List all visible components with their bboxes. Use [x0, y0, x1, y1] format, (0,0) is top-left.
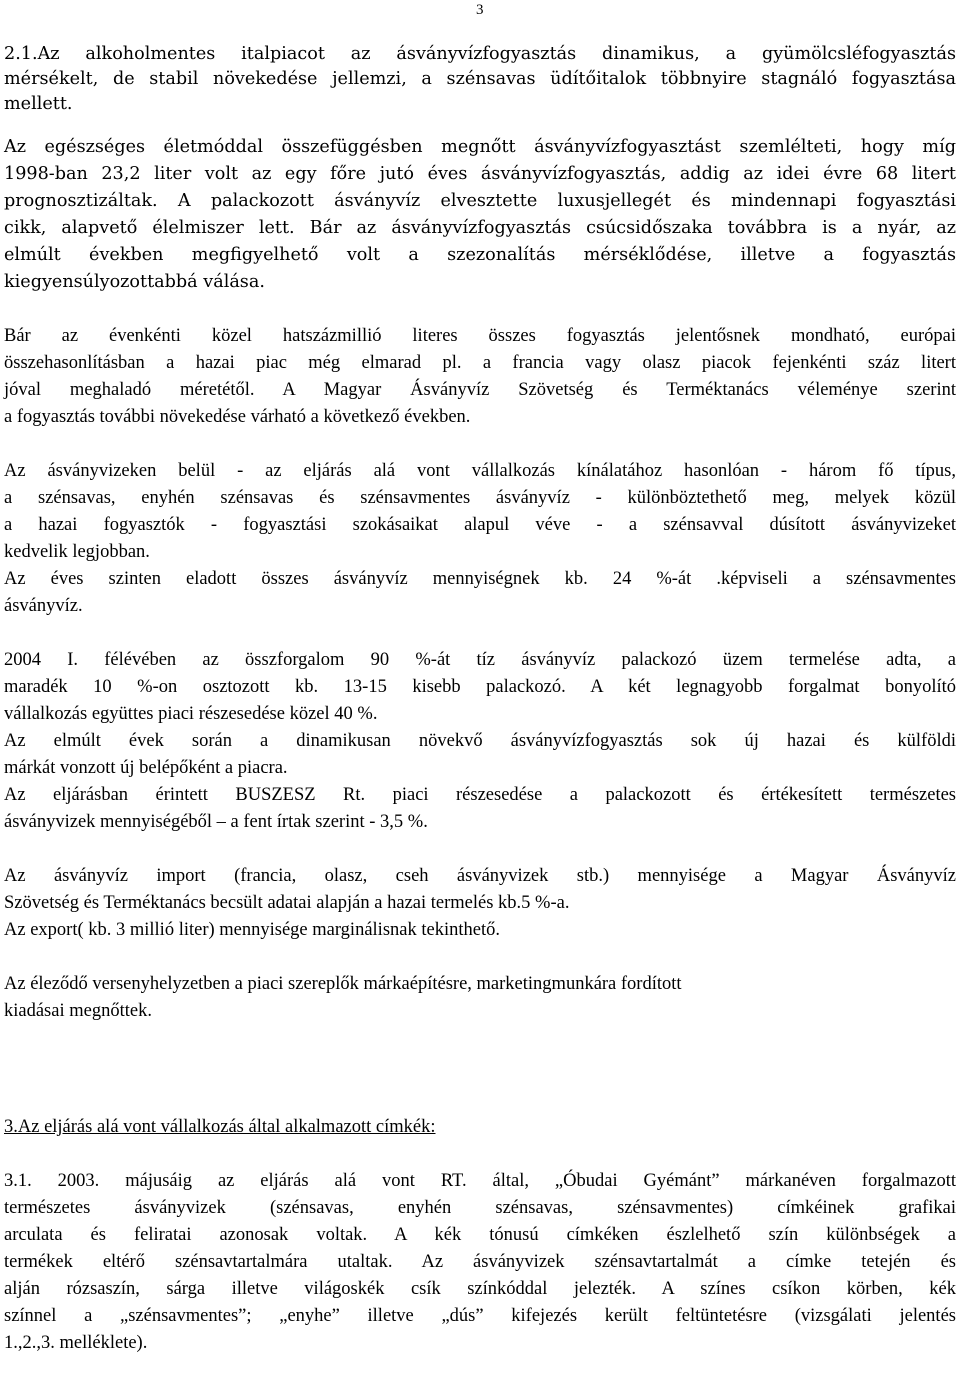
text-line: termékek eltérő szénsavtartalmára utaltak. Az ásványvizek szénsavtartalmát a címke tetején és	[4, 1252, 956, 1272]
section-heading: 3.Az eljárás alá vont vállalkozás által alkalmazott címkék:	[4, 1117, 436, 1137]
text-line: 2004 I. félévében az összforgalom 90 %-át tíz ásványvíz palackozó üzem termelése adta, a	[4, 650, 956, 670]
text-line: 1.,2.,3. melléklete).	[4, 1333, 148, 1353]
text-line: színnel a „szénsavmentes”; „enyhe” illetve „dús” kifejezés került feltüntetésre (vizsgálati jelentés	[4, 1306, 956, 1326]
text-line: alján rózsaszín, sárga illetve világoskék csík színkóddal jelezték. A színes csíkon körben, kék	[4, 1279, 956, 1299]
text-line: márkát vonzott új belépőként a piacra.	[4, 758, 288, 778]
text-line: természetes ásványvizek (szénsavas, enyhén szénsavas, szénsavmentes) címkéinek grafikai	[4, 1198, 956, 1218]
text-line: Az ásványvíz import (francia, olasz, cseh ásványvizek stb.) mennyisége a Magyar Ásványvíz	[4, 866, 956, 886]
text-line: Az éleződő versenyhelyzetben a piaci szereplők márkaépítésre, marketingmunkára fordított	[4, 974, 682, 994]
text-line: Szövetség és Terméktanács becsült adatai alapján a hazai termelés kb.5 %-a.	[4, 893, 570, 913]
text-line: kedvelik legjobban.	[4, 542, 150, 562]
text-line: mérsékelt, de stabil növekedése jellemzi, a szénsavas üdítőitalok többnyire stagnáló fogyasztása	[4, 69, 956, 89]
text-line: Az elmúlt évek során a dinamikusan növekvő ásványvízfogyasztás sok új hazai és külföldi	[4, 731, 956, 751]
page-number: 3	[476, 2, 484, 18]
text-line: 3.1. 2003. májusáig az eljárás alá vont RT. által, „Óbudai Gyémánt” márkanéven forgalmazott	[4, 1171, 956, 1191]
text-line: a fogyasztás további növekedése várható a következő években.	[4, 407, 471, 427]
text-line: kiegyensúlyozottabbá válása.	[4, 272, 265, 292]
text-line: Az egészséges életmóddal összefüggésben megnőtt ásványvízfogyasztást szemlélteti, hogy míg	[4, 137, 956, 157]
text-line: Az ásványvizeken belül - az eljárás alá vont vállalkozás kínálatához hasonlóan - három fő típus,	[4, 461, 956, 481]
text-line: ásványvíz.	[4, 596, 83, 616]
text-line: elmúlt években megfigyelhető volt a szezonalítás mérséklődése, illetve a fogyasztás	[4, 245, 956, 265]
text-line: összehasonlításban a hazai piac még elmarad pl. a francia vagy olasz piacok fejenkénti száz litert	[4, 353, 956, 373]
text-line: mellett.	[4, 94, 73, 114]
text-line: Az eljárásban érintett BUSZESZ Rt. piaci részesedése a palackozott és értékesített természetes	[4, 785, 956, 805]
text-line: cikk, alapvető élelmiszer lett. Bár az ásványvízfogyasztás csúcsidőszaka továbbra is a nyár, az	[4, 218, 956, 238]
text-line: vállalkozás együttes piaci részesedése közel 40 %.	[4, 704, 378, 724]
text-line: prognosztizáltak. A palackozott ásványvíz elvesztette luxusjellegét és mindennapi fogyasztási	[4, 191, 956, 211]
text-line: Bár az évenkénti közel hatszázmillió literes összes fogyasztás jelentősnek mondható, európai	[4, 326, 956, 346]
text-line: kiadásai megnőttek.	[4, 1001, 152, 1021]
text-line: jóval meghaladó méretétől. A Magyar Ásványvíz Szövetség és Terméktanács véleménye szerint	[4, 380, 956, 400]
text-line: maradék 10 %-on osztozott kb. 13-15 kisebb palackozó. A két legnagyobb forgalmat bonyolító	[4, 677, 956, 697]
text-line: 2.1.Az alkoholmentes italpiacot az ásványvízfogyasztás dinamikus, a gyümölcsléfogyasztás	[4, 44, 956, 64]
text-line: Az éves szinten eladott összes ásványvíz mennyiségnek kb. 24 %-át .képviseli a szénsavmentes	[4, 569, 956, 589]
text-line: 1998-ban 23,2 liter volt az egy főre jutó éves ásványvízfogyasztás, addig az idei évre 68 litert	[4, 164, 956, 184]
text-line: Az export( kb. 3 millió liter) mennyisége marginálisnak tekinthető.	[4, 920, 500, 940]
text-line: arculata és feliratai azonosak voltak. A kék tónusú címkéken észlelhető szín különbségek a	[4, 1225, 956, 1245]
text-line: a szénsavas, enyhén szénsavas és szénsavmentes ásványvíz - különböztethető meg, melyek közül	[4, 488, 956, 508]
text-line: ásványvizek mennyiségéből – a fent írtak szerint - 3,5 %.	[4, 812, 428, 832]
text-line: a hazai fogyasztók - fogyasztási szokásaikat alapul véve - a szénsavval dúsított ásványvizeket	[4, 515, 956, 535]
